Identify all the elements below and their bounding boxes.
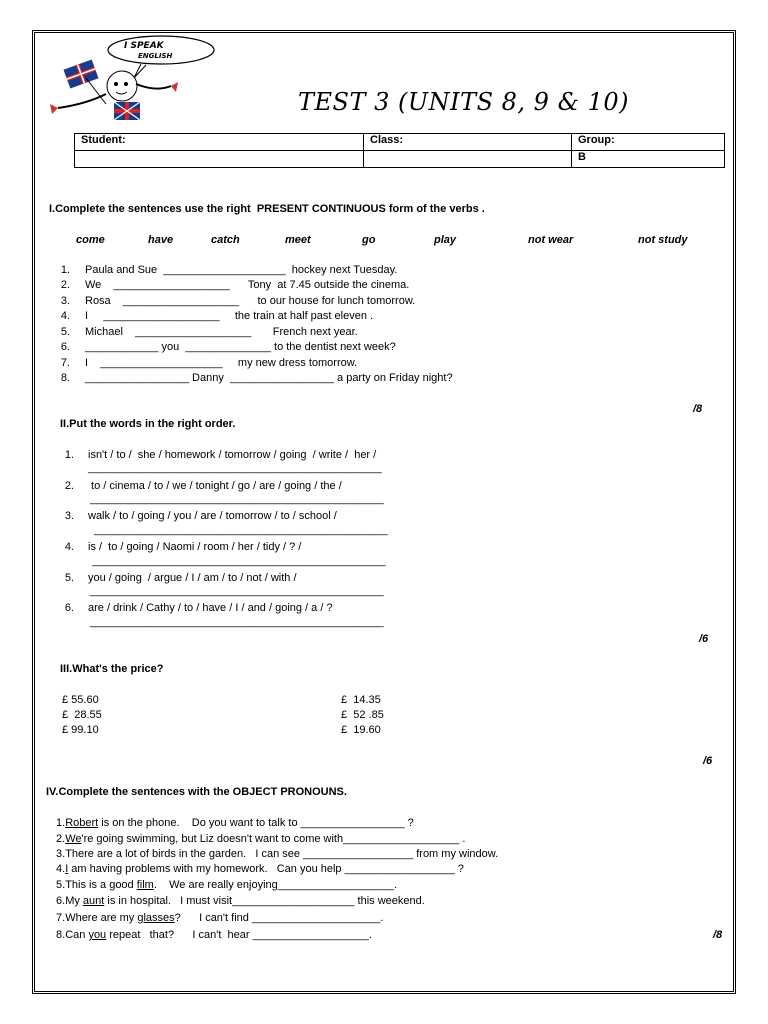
section3-heading: III.What's the price? [60, 663, 164, 675]
item-number: 1. [64, 449, 74, 461]
section3-score: /6 [703, 755, 713, 767]
item-number: 6. [60, 341, 70, 353]
price-left-3: £ 99.10 [62, 724, 99, 736]
answer-line[interactable]: ________________________________________________ [88, 462, 382, 474]
item-number: 8. [56, 929, 66, 941]
item-number: 2. [56, 833, 66, 845]
list-item: is / to / going / Naomi / room / her / tidy / ? / [88, 541, 302, 553]
list-item [56, 817, 414, 829]
item-prefix: Where are my [65, 912, 138, 924]
list-item [56, 929, 372, 941]
item-number: 2. [64, 480, 74, 492]
item-prefix: Can [65, 929, 89, 941]
student-info-table [74, 133, 725, 168]
verb-7: not wear [528, 234, 574, 246]
item-number: 4. [64, 541, 74, 553]
list-item: to / cinema / to / we / tonight / go / are / going / the / [88, 480, 342, 492]
list-item [56, 833, 465, 845]
page-title: TEST 3 (UNITS 8, 9 & 10) [298, 88, 629, 116]
list-item: _________________ Danny _________________ a party on Friday night? [85, 372, 453, 384]
underlined-noun: aunt [82, 895, 105, 907]
verb-1: come [76, 234, 105, 246]
price-left-2: £ 28.55 [62, 709, 102, 721]
underlined-noun: I [65, 863, 69, 875]
item-number: 2. [60, 279, 70, 291]
group-field[interactable]: B [572, 151, 725, 168]
price-right-2: £ 52 .85 [341, 709, 384, 721]
svg-text:I SPEAK: I SPEAK [124, 41, 164, 51]
svg-text:ENGLISH: ENGLISH [138, 52, 173, 60]
item-number: 6. [56, 895, 66, 907]
list-item: We ___________________ Tony at 7.45 outside the cinema. [85, 279, 410, 291]
underlined-noun: We [65, 833, 82, 845]
item-number: 4. [56, 863, 66, 875]
list-item: ____________ you ______________ to the dentist next week? [85, 341, 396, 353]
list-item: isn't / to / she / homework / tomorrow / going / write / her / [88, 449, 377, 461]
item-text: There are a lot of birds in the garden. I can see __________________ from my window. [65, 848, 499, 860]
item-number: 5. [60, 326, 70, 338]
item-number: 1. [60, 264, 70, 276]
section4-heading: IV.Complete the sentences with the OBJECT PRONOUNS. [46, 786, 347, 798]
item-number: 3. [56, 848, 66, 860]
answer-line[interactable]: ________________________________________________ [90, 616, 384, 628]
price-right-3: £ 19.60 [341, 724, 381, 736]
item-number: 7. [56, 912, 66, 924]
item-text: is in hospital. I must visit____________________ this weekend. [104, 895, 425, 907]
section4-score: /8 [713, 929, 723, 941]
item-prefix: This is a good [65, 879, 137, 891]
item-text: . We are really enjoying___________________. [153, 879, 398, 891]
item-text: ? I can't find _____________________. [174, 912, 384, 924]
answer-line[interactable]: ________________________________________________ [94, 524, 388, 536]
underlined-noun: Robert [65, 817, 99, 829]
underlined-noun: glasses [137, 912, 175, 924]
answer-line[interactable]: ________________________________________________ [90, 585, 384, 597]
item-number: 5. [64, 572, 74, 584]
group-label: Group: [572, 134, 725, 151]
list-item: Paula and Sue ____________________ hockey next Tuesday. [85, 264, 398, 276]
list-item: are / drink / Cathy / to / have / I / and / going / a / ? [88, 602, 333, 614]
verb-5: go [362, 234, 376, 246]
item-text: is on the phone. Do you want to talk to _________________ ? [98, 817, 414, 829]
list-item [56, 912, 383, 924]
list-item [56, 863, 464, 875]
item-prefix: My [65, 895, 83, 907]
list-item: Rosa ___________________ to our house for lunch tomorrow. [85, 295, 416, 307]
item-number: 8. [60, 372, 70, 384]
list-item [56, 895, 425, 907]
verb-3: catch [211, 234, 240, 246]
i-speak-english-logo [46, 34, 236, 124]
item-number: 3. [60, 295, 70, 307]
list-item: you / going / argue / I / am / to / not / with / [88, 572, 297, 584]
answer-line[interactable]: ________________________________________________ [90, 493, 384, 505]
section1-score: /8 [693, 403, 703, 415]
item-text: 're going swimming, but Liz doesn't want to come with___________________ . [81, 833, 466, 845]
item-number: 1. [56, 817, 66, 829]
item-number: 5. [56, 879, 66, 891]
class-label: Class: [364, 134, 572, 151]
list-item: I ____________________ my new dress tomorrow. [85, 357, 358, 369]
item-number: 4. [60, 310, 70, 322]
item-text: repeat that? I can't hear ___________________. [106, 929, 372, 941]
item-number: 3. [64, 510, 74, 522]
list-item [56, 848, 498, 860]
list-item: Michael ___________________ French next year. [85, 326, 358, 338]
verb-8: not study [638, 234, 688, 246]
price-left-1: £ 55.60 [62, 694, 99, 706]
section2-score: /6 [699, 633, 709, 645]
underlined-noun: you [88, 929, 107, 941]
section2-heading: II.Put the words in the right order. [60, 418, 236, 430]
list-item: walk / to / going / you / are / tomorrow / to / school / [88, 510, 337, 522]
item-text: am having problems with my homework. Can you help __________________ ? [68, 863, 464, 875]
verb-4: meet [285, 234, 311, 246]
student-field[interactable] [75, 151, 364, 168]
price-right-1: £ 14.35 [341, 694, 381, 706]
item-number: 7. [60, 357, 70, 369]
class-field[interactable] [364, 151, 572, 168]
section1-heading: I.Complete the sentences use the right PRESENT CONTINUOUS form of the verbs . [49, 203, 485, 215]
item-number: 6. [64, 602, 74, 614]
verb-2: have [148, 234, 174, 246]
verb-6: play [434, 234, 457, 246]
list-item [56, 879, 397, 891]
answer-line[interactable]: ________________________________________________ [92, 555, 386, 567]
list-item: I ___________________ the train at half past eleven . [85, 310, 374, 322]
student-label: Student: [75, 134, 364, 151]
underlined-noun: film [136, 879, 154, 891]
